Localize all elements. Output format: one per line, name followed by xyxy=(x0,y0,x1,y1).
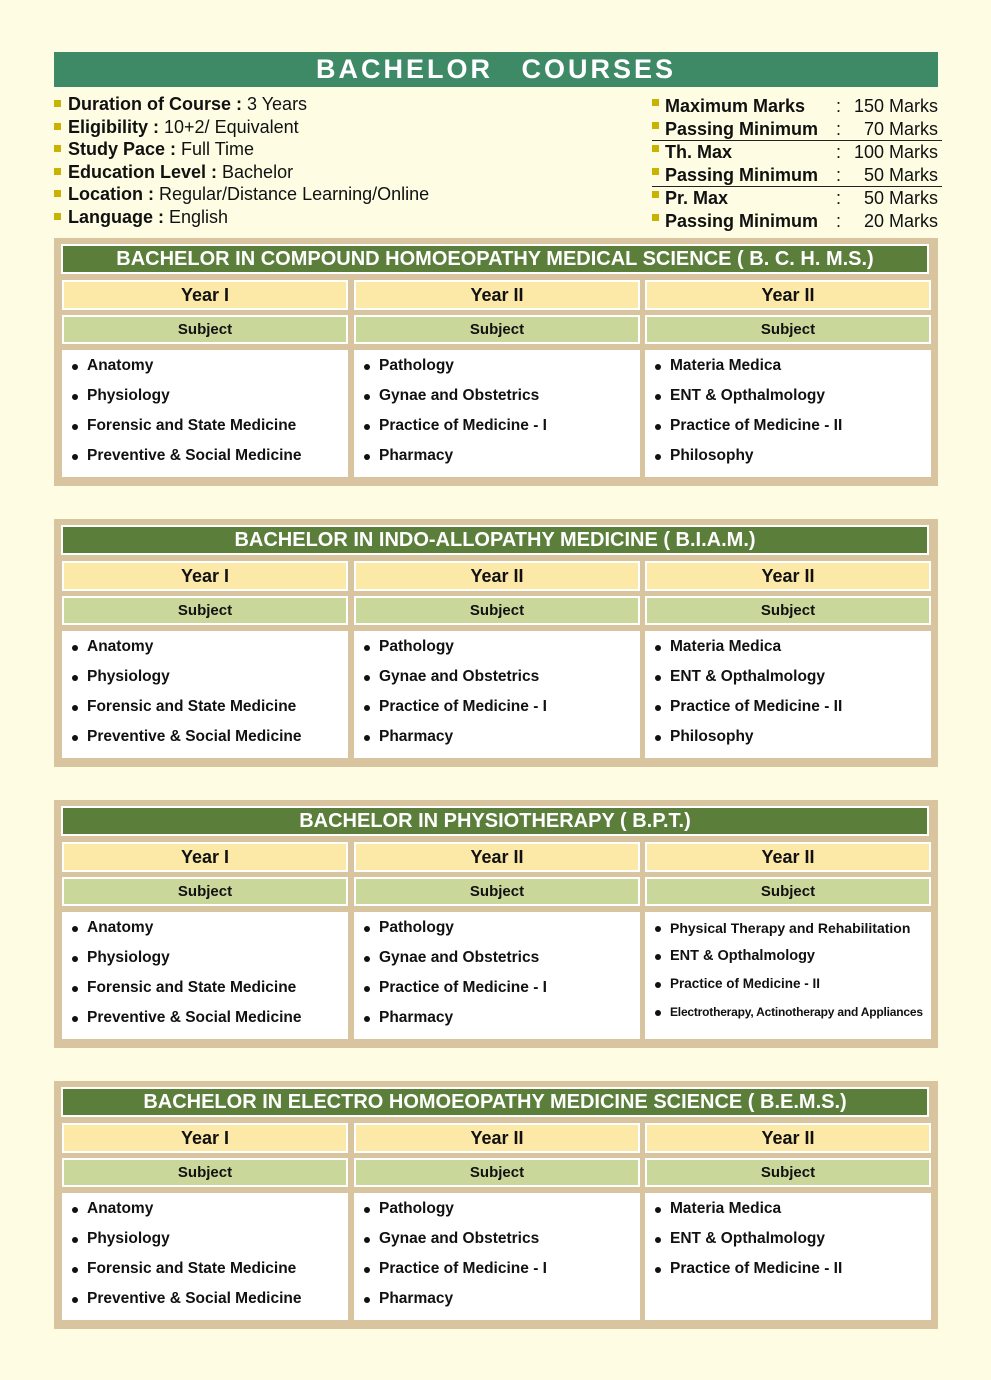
subject-header: Subject xyxy=(62,315,348,344)
info-label: Eligibility : xyxy=(68,116,160,137)
subject-item: Practice of Medicine - I xyxy=(362,976,640,1006)
bullet-square-icon xyxy=(54,213,61,220)
marks-label: Passing Minimum xyxy=(665,210,819,231)
subject-list xyxy=(354,631,640,758)
subject-item: Materia Medica xyxy=(653,354,931,384)
course-card-biam xyxy=(54,519,938,767)
subject-item: Pathology xyxy=(362,354,640,384)
subject-item: Practice of Medicine - II xyxy=(653,414,931,444)
subject-list xyxy=(354,350,640,477)
marks-value: 70 Marks xyxy=(863,118,938,139)
subject-header: Subject xyxy=(354,596,640,625)
subject-item: Anatomy xyxy=(70,1197,348,1227)
subject-header: Subject xyxy=(645,315,931,344)
marks-row xyxy=(652,164,942,188)
marks-value: 100 Marks xyxy=(853,142,938,162)
subject-item: ENT & Opthalmology xyxy=(653,384,931,414)
subject-item: Pathology xyxy=(362,916,640,946)
course-card-bpt xyxy=(54,800,938,1048)
info-value: 3 Years xyxy=(242,94,308,114)
year-header: Year I xyxy=(62,280,348,310)
subject-item: Gynae and Obstetrics xyxy=(362,665,640,695)
subject-item: Pathology xyxy=(362,1197,640,1227)
marks-label: Passing Minimum xyxy=(665,164,819,185)
info-eligibility xyxy=(54,116,614,139)
marks-row xyxy=(652,118,942,142)
marks-value: 50 Marks xyxy=(863,164,938,185)
subject-item: Physical Therapy and Rehabilitation xyxy=(653,916,931,944)
course-title: BACHELOR IN COMPOUND HOMOEOPATHY MEDICAL SCIENCE ( B. C. H. M.S.) xyxy=(61,244,929,274)
bullet-square-icon xyxy=(54,100,61,107)
subject-item: Physiology xyxy=(70,384,348,414)
subject-list xyxy=(62,1193,348,1320)
marks-label: Passing Minimum xyxy=(665,118,819,139)
info-study-pace xyxy=(54,138,614,161)
subject-item: Materia Medica xyxy=(653,1197,931,1227)
marks-row xyxy=(652,95,942,118)
bullet-square-icon xyxy=(54,123,61,130)
info-value: English xyxy=(164,206,229,227)
subject-item: Preventive & Social Medicine xyxy=(70,725,348,755)
year-header: Year II xyxy=(645,1123,931,1153)
subject-list xyxy=(645,631,931,758)
subject-item: Preventive & Social Medicine xyxy=(70,1287,348,1317)
bullet-square-icon xyxy=(652,214,659,221)
subject-list xyxy=(62,631,348,758)
subject-item: Practice of Medicine - II xyxy=(653,1257,931,1287)
course-title: BACHELOR IN ELECTRO HOMOEOPATHY MEDICINE SCIENCE ( B.E.M.S.) xyxy=(61,1087,929,1117)
subject-item: Electrotherapy, Actinotherapy and Appliances xyxy=(653,1000,931,1028)
marks-value: 50 Marks xyxy=(863,188,938,208)
subject-header: Subject xyxy=(62,1158,348,1187)
subject-item: Pharmacy xyxy=(362,1006,640,1036)
subject-header: Subject xyxy=(645,596,931,625)
subject-item: Anatomy xyxy=(70,916,348,946)
subject-item: Practice of Medicine - II xyxy=(653,972,931,1000)
page-title: BACHELOR COURSES xyxy=(54,52,938,87)
info-education-level xyxy=(54,161,614,184)
subject-item: ENT & Opthalmology xyxy=(653,1227,931,1257)
bullet-square-icon xyxy=(652,145,659,152)
year-header: Year II xyxy=(354,1123,640,1153)
course-title: BACHELOR IN INDO-ALLOPATHY MEDICINE ( B.I.A.M.) xyxy=(61,525,929,555)
marks-row xyxy=(652,141,942,164)
year-header: Year II xyxy=(645,280,931,310)
bullet-square-icon xyxy=(54,145,61,152)
subject-item: Forensic and State Medicine xyxy=(70,976,348,1006)
info-label: Education Level : xyxy=(68,161,218,182)
bullet-square-icon xyxy=(652,168,659,175)
year-header: Year I xyxy=(62,842,348,872)
year-header: Year II xyxy=(645,561,931,591)
subject-item: Philosophy xyxy=(653,444,931,474)
subject-list xyxy=(354,1193,640,1320)
subject-item: Anatomy xyxy=(70,635,348,665)
subject-item: Physiology xyxy=(70,946,348,976)
info-label: Duration of Course : xyxy=(68,94,242,114)
marks-separator: : xyxy=(836,188,842,208)
subject-item: Physiology xyxy=(70,665,348,695)
subject-item: ENT & Opthalmology xyxy=(653,944,931,972)
info-label: Language : xyxy=(68,206,165,227)
subject-item: Practice of Medicine - I xyxy=(362,695,640,725)
subject-item: Forensic and State Medicine xyxy=(70,695,348,725)
subject-item: Pharmacy xyxy=(362,1287,640,1317)
year-header: Year II xyxy=(645,842,931,872)
subject-item: Gynae and Obstetrics xyxy=(362,384,640,414)
info-label: Location : xyxy=(68,184,154,204)
subject-header: Subject xyxy=(62,877,348,906)
subject-item: Gynae and Obstetrics xyxy=(362,1227,640,1257)
subject-item: Practice of Medicine - I xyxy=(362,414,640,444)
subject-item: Preventive & Social Medicine xyxy=(70,444,348,474)
course-card-bchms xyxy=(54,238,938,486)
subject-header: Subject xyxy=(354,877,640,906)
marks-separator: : xyxy=(836,118,842,139)
bullet-square-icon xyxy=(54,190,61,197)
subject-item: Anatomy xyxy=(70,354,348,384)
subject-header: Subject xyxy=(645,1158,931,1187)
info-value: Regular/Distance Learning/Online xyxy=(154,184,430,204)
marks-row xyxy=(652,210,942,233)
subject-item: Pharmacy xyxy=(362,444,640,474)
marks-value: 20 Marks xyxy=(863,210,938,231)
year-header: Year II xyxy=(354,561,640,591)
marks-list xyxy=(652,95,942,232)
marks-value: 150 Marks xyxy=(853,96,938,116)
info-value: Full Time xyxy=(176,139,255,159)
info-label: Study Pace : xyxy=(68,139,177,159)
bullet-square-icon xyxy=(652,99,659,106)
subject-list xyxy=(62,350,348,477)
subject-item: Philosophy xyxy=(653,725,931,755)
marks-separator: : xyxy=(836,210,842,231)
marks-separator: : xyxy=(836,164,842,185)
subject-item: Pathology xyxy=(362,635,640,665)
subject-item: Physiology xyxy=(70,1227,348,1257)
subject-item: Practice of Medicine - I xyxy=(362,1257,640,1287)
marks-separator: : xyxy=(836,96,842,116)
marks-row xyxy=(652,187,942,210)
year-header: Year II xyxy=(354,280,640,310)
year-header: Year I xyxy=(62,561,348,591)
bullet-square-icon xyxy=(652,191,659,198)
marks-label: Maximum Marks xyxy=(665,96,806,116)
subject-list xyxy=(645,912,931,1039)
subject-header: Subject xyxy=(645,877,931,906)
marks-separator: : xyxy=(836,142,842,162)
subject-item: Pharmacy xyxy=(362,725,640,755)
subject-list xyxy=(645,1193,931,1320)
subject-list xyxy=(645,350,931,477)
marks-label: Th. Max xyxy=(665,142,733,162)
bullet-square-icon xyxy=(652,122,659,129)
subject-item: ENT & Opthalmology xyxy=(653,665,931,695)
subject-item: Materia Medica xyxy=(653,635,931,665)
info-language xyxy=(54,206,614,229)
year-header: Year II xyxy=(354,842,640,872)
info-location xyxy=(54,183,614,206)
marks-label: Pr. Max xyxy=(665,188,729,208)
year-header: Year I xyxy=(62,1123,348,1153)
subject-header: Subject xyxy=(354,1158,640,1187)
subject-header: Subject xyxy=(354,315,640,344)
subject-list xyxy=(62,912,348,1039)
subject-item: Forensic and State Medicine xyxy=(70,414,348,444)
subject-item: Preventive & Social Medicine xyxy=(70,1006,348,1036)
subject-header: Subject xyxy=(62,596,348,625)
info-duration xyxy=(54,93,614,116)
subject-item: Gynae and Obstetrics xyxy=(362,946,640,976)
info-value: 10+2/ Equivalent xyxy=(159,116,299,137)
course-info-list xyxy=(54,93,614,228)
course-title: BACHELOR IN PHYSIOTHERAPY ( B.P.T.) xyxy=(61,806,929,836)
bullet-square-icon xyxy=(54,168,61,175)
subject-list xyxy=(354,912,640,1039)
subject-item: Forensic and State Medicine xyxy=(70,1257,348,1287)
course-card-bems xyxy=(54,1081,938,1329)
subject-item: Practice of Medicine - II xyxy=(653,695,931,725)
info-value: Bachelor xyxy=(217,161,294,182)
